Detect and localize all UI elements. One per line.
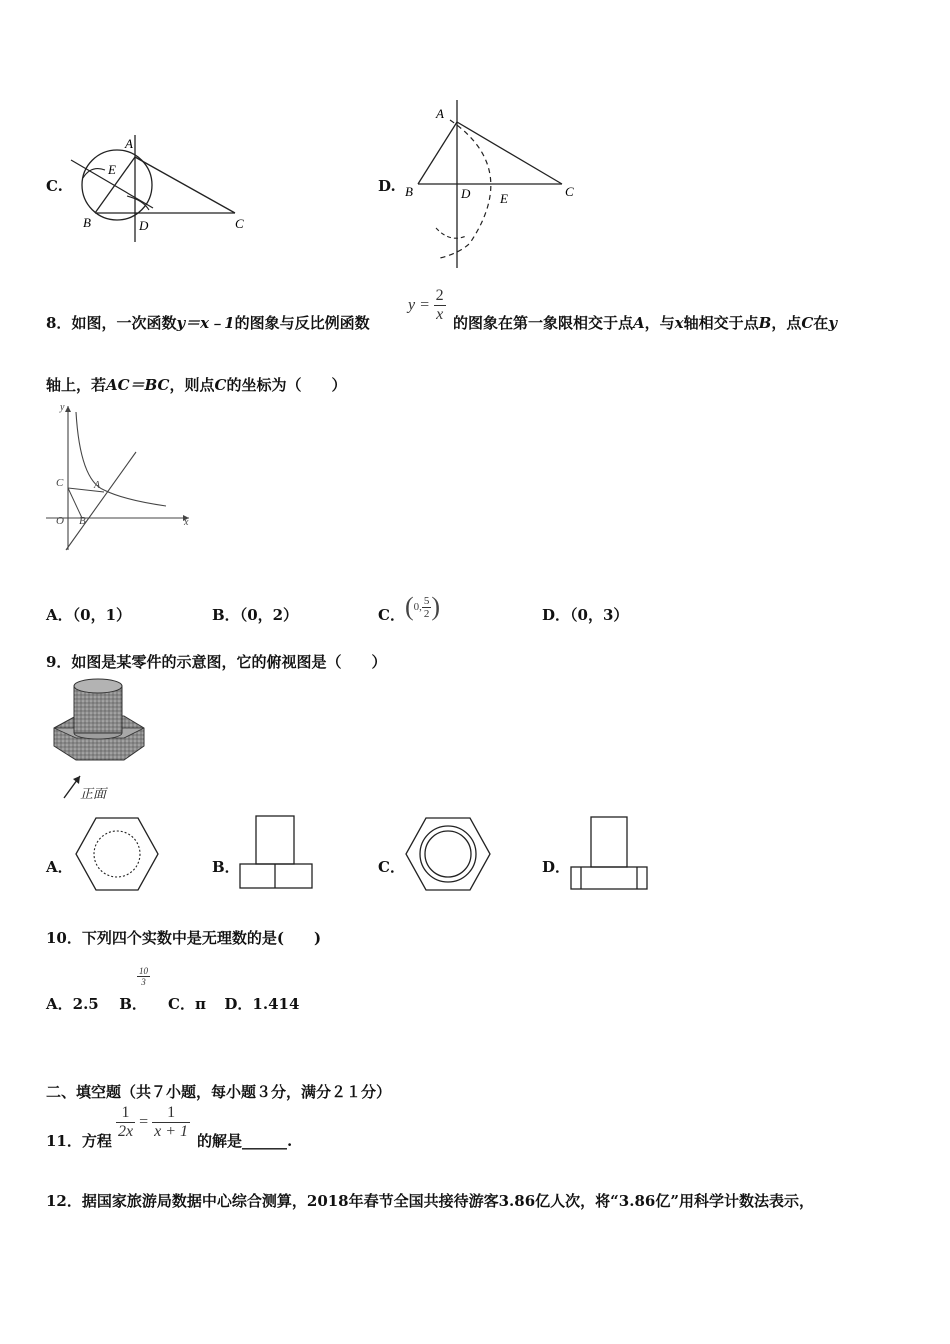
q8-option-d-label: D． (542, 606, 571, 624)
fig-d-label-d: D (461, 186, 471, 201)
q9-option-d-label: D． (542, 858, 571, 876)
q8-option-b (212, 604, 298, 625)
section-2-title: 二、填空题（共７小题，每小题３分，满分２１分） (46, 1083, 392, 1101)
q10-option-a-value: 2.5 (72, 995, 99, 1013)
q8-line2-text1: 轴上，若 (46, 376, 107, 394)
segment-cb (68, 488, 82, 518)
q8-stem-line1b (453, 312, 837, 333)
q8-option-a-value: （0，1） (72, 606, 132, 624)
q8-frac-den: x (434, 305, 446, 324)
q8-option-a-label: A． (46, 606, 73, 624)
q7-figure-d (400, 98, 590, 270)
inner-circle (425, 831, 471, 877)
segment-ab (418, 122, 457, 184)
dashed-circle (94, 831, 140, 877)
q11-rhs-num: 1 (167, 1104, 176, 1121)
q11-answer-blank[interactable]: ______ (242, 1132, 288, 1150)
arrow-head (73, 776, 80, 784)
q11-equals: = (139, 1113, 149, 1131)
left-paren-glyph: ( (405, 592, 414, 621)
q11-rhs-fraction (152, 1104, 190, 1141)
q8-frac-lhs: y = (408, 296, 430, 314)
q8-inverse-func (408, 287, 446, 324)
fig-d-label-c: C (565, 184, 574, 199)
q9-option-b-label: B． (212, 858, 240, 876)
q8-linear-func: y＝x﹣1 (176, 314, 235, 332)
q8-graph (44, 400, 194, 555)
fig-d-label-e: E (500, 191, 508, 206)
q8-text7: 在 (813, 314, 829, 332)
fig-c-label-c: C (235, 216, 244, 231)
base-rect (571, 867, 647, 889)
q8-line2-text2: ，则点 (169, 376, 215, 394)
q11-equation (116, 1104, 190, 1141)
q8-text5: 轴相交于点 (683, 314, 759, 332)
q8-x-var: x (674, 314, 684, 332)
graph-label-b: B (79, 515, 86, 527)
q9-option-d-figure (566, 814, 652, 894)
q9-part-figure (46, 676, 146, 804)
top-rect (591, 817, 627, 867)
q9-stem: 9．如图是某零件的示意图，它的俯视图是（ ） (46, 653, 387, 671)
graph-label-o: O (56, 515, 64, 527)
fig-c-label-d: D (139, 218, 149, 233)
cylinder-top (74, 679, 122, 693)
q8-option-b-label: B． (212, 606, 240, 624)
q11-end: . (287, 1132, 293, 1150)
graph-label-c: C (56, 477, 64, 489)
q9-option-b-figure (236, 814, 318, 894)
q9-option-a-label: A． (46, 858, 73, 876)
q8-option-b-value: （0，2） (239, 606, 299, 624)
q10-frac-num: 10 (139, 966, 148, 976)
q10-option-d-label: D． (224, 995, 253, 1013)
q10-option-b-fraction (137, 966, 150, 987)
segment-ac (457, 122, 562, 184)
fig-c-label-b: B (83, 215, 91, 230)
y-axis-arrow (65, 406, 71, 412)
q7-option-c-label: C. (46, 177, 63, 195)
q8-text1: 如图，一次函数 (71, 314, 177, 332)
hexagon-shape (406, 818, 490, 890)
q8-text2: 的图象与反比例函数 (234, 314, 370, 332)
q8-y-var: y (828, 314, 838, 332)
q10-option-c-label: C． (168, 995, 195, 1013)
dashed-arc-2 (436, 228, 466, 238)
graph-label-x: x (184, 517, 189, 528)
q11-tail (197, 1130, 292, 1151)
q8-option-c-value (405, 592, 440, 622)
q8-text6: ，点 (771, 314, 802, 332)
q8-number: 8． (46, 314, 72, 332)
fig-d-label-b: B (405, 184, 413, 199)
q8-text3: 的图象在第一象限相交于点 (453, 314, 634, 332)
top-rect (256, 816, 294, 864)
q9-option-c-label: C． (378, 858, 405, 876)
outer-circle (420, 826, 476, 882)
q8-option-d-value: （0，3） (570, 606, 629, 624)
q10-option-b-label: B． (119, 995, 147, 1013)
q8-line2-point-c: C (214, 376, 227, 394)
q8-stem-line2 (46, 374, 346, 395)
q8-option-a (46, 604, 131, 625)
q11-tail-text: 的解是 (197, 1132, 243, 1150)
graph-label-a: A (94, 480, 101, 491)
segment-ac (135, 157, 235, 213)
q10-frac (137, 966, 150, 987)
q11-lhs-fraction (116, 1104, 135, 1141)
q8-point-c: C (801, 314, 814, 332)
graph-label-y: y (60, 402, 65, 413)
q8-option-d (542, 604, 628, 625)
q10-options (46, 993, 147, 1014)
q8-point-b: B (758, 314, 772, 332)
q10-option-c-value: π (194, 995, 206, 1013)
base-rect (240, 864, 312, 888)
fig-c-label-a: A (125, 136, 133, 151)
q10-stem: 10．下列四个实数中是无理数的是( ) (46, 929, 322, 947)
q7-figure-c (65, 130, 260, 245)
q8-fraction (434, 287, 446, 324)
q7-option-d-label: D. (378, 177, 396, 195)
front-label: 正面 (80, 786, 107, 801)
q8-option-c-den: 2 (423, 607, 430, 620)
q8-stem-line1 (46, 312, 370, 333)
fig-d-label-a: A (436, 106, 444, 121)
q11-lhs-den: 2x (118, 1123, 134, 1140)
q8-point-a: A (633, 314, 645, 332)
hexagon-shape (76, 818, 158, 890)
q10-option-a-label: A． (46, 995, 73, 1013)
q8-frac-num: 2 (435, 287, 444, 304)
q10-options-cd (168, 993, 299, 1014)
q8-line2-text3: 的坐标为（ ） (226, 376, 347, 394)
q8-option-c-num: 5 (423, 594, 430, 607)
linear-line (66, 452, 136, 550)
q10-frac-den: 3 (137, 976, 150, 987)
q12-stem: 12．据国家旅游局数据中心综合测算，2018年春节全国共接待游客3.86亿人次，将“3.86亿”用科学计数法表示， (46, 1192, 814, 1210)
q8-text4: ，与 (644, 314, 675, 332)
q9-option-c-figure (402, 814, 494, 894)
q8-condition: AC＝BC (106, 376, 170, 394)
q11-lhs-num: 1 (121, 1104, 130, 1121)
q8-option-c-pre: 0, (413, 601, 422, 613)
q8-option-c-fraction (422, 595, 432, 620)
q11-number: 11．方程 (46, 1132, 112, 1150)
q9-option-a-figure (72, 814, 162, 894)
q10-option-d-value: 1.414 (252, 995, 300, 1013)
arc-mark-2 (127, 196, 149, 210)
fig-c-label-e: E (108, 162, 116, 177)
right-paren-glyph: ) (431, 592, 441, 621)
hyperbola-curve (76, 412, 166, 506)
q8-option-c-label: C． (378, 606, 405, 624)
q11-rhs-den: x + 1 (154, 1123, 189, 1140)
